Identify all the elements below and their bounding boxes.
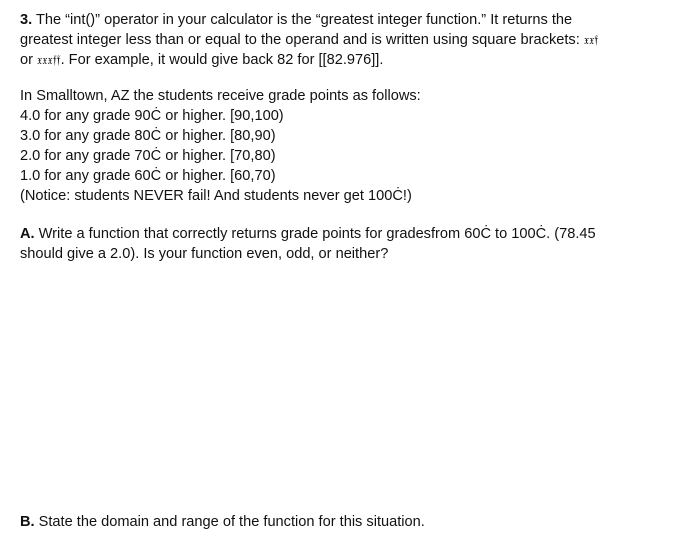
part-b-label: B. bbox=[20, 514, 35, 530]
grade-row-2: 2.0 for any grade 70Ċ or higher. [70,80) bbox=[20, 148, 276, 164]
grade-row-1: 1.0 for any grade 60Ċ or higher. [60,70) bbox=[20, 168, 276, 184]
question-3-line-2: greatest integer less than or equal to the operand and is written using square brackets: 𝔵𝔵𝔣 bbox=[20, 32, 599, 48]
part-a-line-2: should give a 2.0). Is your function even, odd, or neither? bbox=[20, 246, 389, 262]
part-a-label: A. bbox=[20, 226, 35, 242]
part-b-line-1: B. State the domain and range of the function for this situation. bbox=[20, 514, 425, 530]
grading-intro: In Smalltown, AZ the students receive grade points as follows: bbox=[20, 88, 421, 104]
bracket-example-symbol: 𝔵𝔵𝔵𝔣𝔣 bbox=[37, 53, 61, 68]
part-a-line-1: A. Write a function that correctly returns grade points for gradesfrom 60Ċ to 100Ċ. (78.45 bbox=[20, 226, 596, 242]
question-number: 3. bbox=[20, 12, 33, 28]
question-3-line-3: or 𝔵𝔵𝔵𝔣𝔣. For example, it would give back 82 for [[82.976]]. bbox=[20, 52, 384, 68]
question-3-line-1: 3. The “int()” operator in your calculator is the “greatest integer function.” It returns the bbox=[20, 12, 573, 28]
grading-notice: (Notice: students NEVER fail! And students never get 100Ċ!) bbox=[20, 188, 412, 204]
bracket-notation-symbol: 𝔵𝔵𝔣 bbox=[583, 33, 599, 48]
grade-row-4: 4.0 for any grade 90Ċ or higher. [90,100) bbox=[20, 108, 284, 124]
grade-row-3: 3.0 for any grade 80Ċ or higher. [80,90) bbox=[20, 128, 276, 144]
